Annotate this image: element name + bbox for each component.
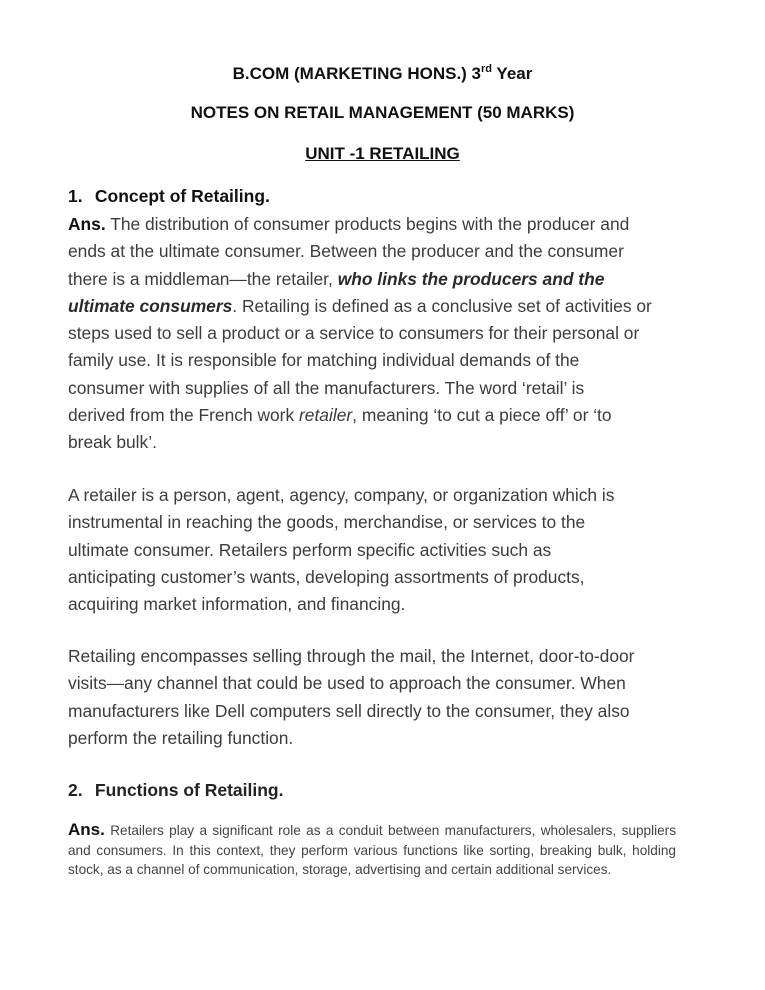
functions-paragraph: Ans. Retailers play a significant role as a conduit between manufacturers, wholesalers, suppliers and consumers. In this context, they perform various functions like sorting, breaking bulk, holding stock, as a channel of communication, storage, advertising and certain additional services. (68, 820, 676, 877)
emphasis-text: who links the producers and the (337, 268, 605, 289)
course-title: B.COM (MARKETING HONS.) 3rd Year (232, 63, 533, 83)
text-line: manufacturers like Dell computers sell directly to the consumer, they also (68, 700, 630, 721)
text-line: visits—any channel that could be used to approach the consumer. When (68, 673, 626, 694)
text-line: instrumental in reaching the goods, merchandise, or services to the (68, 512, 586, 533)
text-line: consumer with supplies of all the manufacturers. The word ‘retail’ is (68, 377, 585, 398)
unit-title: UNIT -1 RETAILING (305, 144, 460, 163)
text-line: ultimate consumers. Retailing is defined as a conclusive set of activities or (68, 295, 652, 316)
section-number: 2. (68, 780, 83, 800)
text-line: A retailer is a person, agent, agency, company, or organization which is (68, 485, 615, 505)
text-line: Retailing encompasses selling through the mail, the Internet, door-to-door (68, 646, 635, 666)
text-line: acquiring market information, and financing. (68, 594, 406, 615)
text-line: ultimate consumer. Retailers perform specific activities such as (68, 539, 552, 560)
superscript-ordinal: rd (481, 63, 493, 75)
section-title: Functions of Retailing. (94, 780, 284, 800)
answer-label: Ans. (68, 214, 106, 234)
notes-title: NOTES ON RETAIL MANAGEMENT (50 MARKS) (190, 103, 575, 122)
text-line: break bulk’. (68, 432, 157, 453)
text-line: family use. It is responsible for matching individual demands of the (68, 350, 580, 371)
section-number: 1. (68, 186, 83, 206)
text-line: derived from the French work retailer, meaning ‘to cut a piece off’ or ‘to (68, 405, 612, 426)
concept-paragraph-3 (68, 643, 688, 752)
text-line: there is a middleman—the retailer, who links the producers and the (68, 268, 605, 289)
text-line: steps used to sell a product or a service to consumers for their personal or (68, 323, 640, 344)
concept-paragraph-1 (68, 211, 688, 457)
section-heading-functions (68, 780, 283, 801)
text-line: anticipating customer’s wants, developing assortments of products, (68, 566, 585, 587)
answer-label: Ans. (68, 820, 105, 839)
concept-paragraph-2 (68, 482, 688, 618)
section-title: Concept of Retailing. (94, 186, 270, 206)
text-line: ends at the ultimate consumer. Between the producer and the consumer (68, 241, 624, 262)
text-line: perform the retailing function. (68, 727, 294, 748)
text-line: Ans. The distribution of consumer products begins with the producer and (68, 214, 630, 234)
section-heading-concept (68, 186, 270, 207)
emphasis-text: ultimate consumers (68, 295, 233, 316)
italic-term: retailer (299, 405, 353, 426)
